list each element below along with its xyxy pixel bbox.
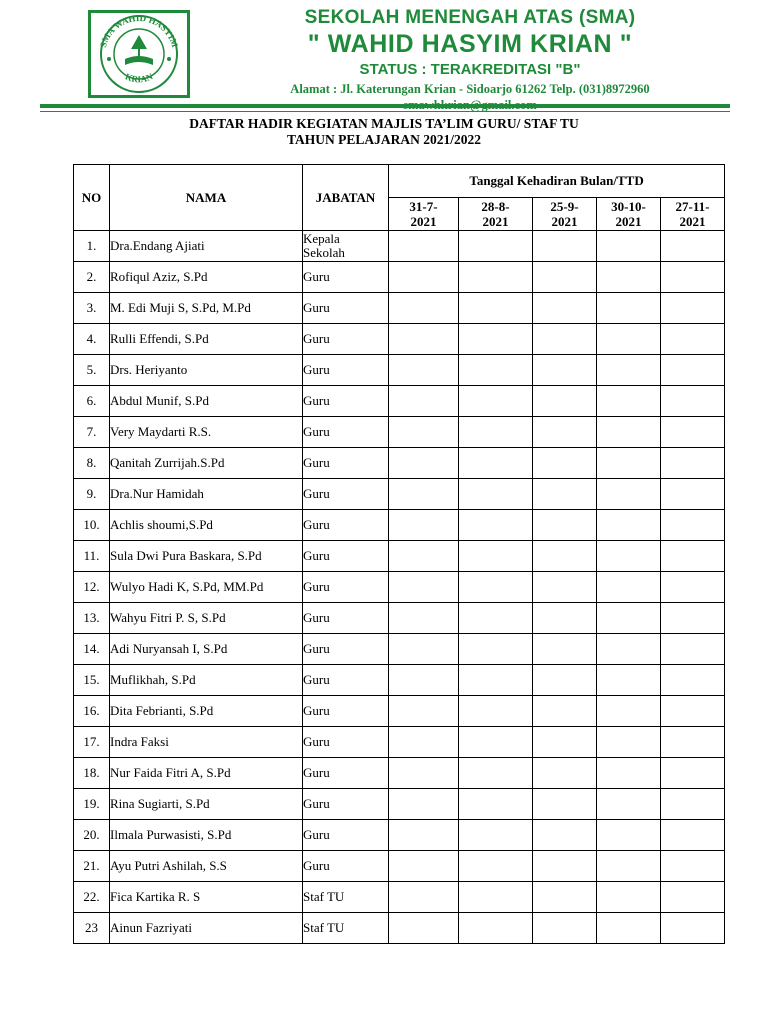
- attendance-table: [73, 164, 725, 944]
- row-number: 11.: [74, 541, 110, 572]
- row-nama: Dra.Nur Hamidah: [110, 479, 303, 510]
- row-jabatan: Guru: [303, 293, 389, 324]
- table-row: [74, 231, 725, 262]
- header-date-bottom: 2021: [679, 214, 706, 229]
- row-jabatan: Staf TU: [303, 913, 389, 944]
- table-row: [74, 572, 725, 603]
- row-number: 18.: [74, 758, 110, 789]
- attendance-signature-cell[interactable]: [533, 913, 597, 944]
- row-jabatan: Guru: [303, 789, 389, 820]
- row-number: 17.: [74, 727, 110, 758]
- attendance-signature-cell[interactable]: [459, 696, 533, 727]
- attendance-signature-cell[interactable]: [533, 448, 597, 479]
- table-row: [74, 727, 725, 758]
- attendance-signature-cell[interactable]: [389, 355, 459, 386]
- row-jabatan: Staf TU: [303, 882, 389, 913]
- title-line-1: DAFTAR HADIR KEGIATAN MAJLIS TA’LIM GURU/ STAF TU: [189, 116, 579, 131]
- table-row: [74, 851, 725, 882]
- school-address: Alamat : Jl. Katerungan Krian - Sidoarjo 61262 Telp. (031)8972960: [290, 82, 650, 96]
- header-date-5: [661, 198, 725, 231]
- attendance-signature-cell[interactable]: [597, 262, 661, 293]
- row-jabatan: Guru: [303, 572, 389, 603]
- attendance-signature-cell[interactable]: [597, 479, 661, 510]
- logo-ring-bottom-text: KRIAN: [123, 71, 155, 85]
- attendance-signature-cell[interactable]: [459, 820, 533, 851]
- header-date-top: 27-11-: [675, 199, 710, 214]
- attendance-signature-cell[interactable]: [533, 789, 597, 820]
- row-number: 20.: [74, 820, 110, 851]
- row-jabatan: Guru: [303, 758, 389, 789]
- row-number: 19.: [74, 789, 110, 820]
- row-jabatan-line: Kepala: [303, 231, 340, 246]
- table-row: [74, 665, 725, 696]
- attendance-signature-cell[interactable]: [389, 882, 459, 913]
- attendance-signature-cell[interactable]: [459, 262, 533, 293]
- attendance-signature-cell[interactable]: [533, 758, 597, 789]
- table-row: [74, 479, 725, 510]
- document-title: [0, 116, 768, 148]
- attendance-signature-cell[interactable]: [459, 541, 533, 572]
- row-jabatan: Guru: [303, 820, 389, 851]
- attendance-signature-cell[interactable]: [459, 417, 533, 448]
- logo-ring-top-text: SMA WAHID HASYIM: [97, 13, 181, 49]
- row-jabatan: Guru: [303, 479, 389, 510]
- attendance-signature-cell[interactable]: [533, 386, 597, 417]
- attendance-signature-cell[interactable]: [533, 417, 597, 448]
- table-row: [74, 820, 725, 851]
- header-date-2: [459, 198, 533, 231]
- attendance-signature-cell[interactable]: [459, 727, 533, 758]
- attendance-signature-cell[interactable]: [459, 479, 533, 510]
- attendance-signature-cell[interactable]: [533, 665, 597, 696]
- title-line-2: TAHUN PELAJARAN 2021/2022: [286, 132, 481, 147]
- table-row: [74, 355, 725, 386]
- attendance-signature-cell[interactable]: [597, 913, 661, 944]
- row-nama: Rofiqul Aziz, S.Pd: [110, 262, 303, 293]
- row-jabatan: Guru: [303, 262, 389, 293]
- row-nama: Ayu Putri Ashilah, S.S: [110, 851, 303, 882]
- row-nama: Dita Febrianti, S.Pd: [110, 696, 303, 727]
- row-number: 16.: [74, 696, 110, 727]
- attendance-signature-cell[interactable]: [533, 634, 597, 665]
- school-logo: [88, 10, 190, 98]
- table-row: [74, 913, 725, 944]
- svg-text:KRIAN: [124, 71, 155, 84]
- attendance-signature-cell[interactable]: [597, 727, 661, 758]
- attendance-signature-cell[interactable]: [533, 324, 597, 355]
- attendance-signature-cell[interactable]: [389, 851, 459, 882]
- row-nama: Very Maydarti R.S.: [110, 417, 303, 448]
- attendance-signature-cell[interactable]: [597, 851, 661, 882]
- row-number: 7.: [74, 417, 110, 448]
- attendance-signature-cell[interactable]: [459, 448, 533, 479]
- row-number: 21.: [74, 851, 110, 882]
- attendance-signature-cell[interactable]: [597, 355, 661, 386]
- attendance-signature-cell[interactable]: [597, 758, 661, 789]
- attendance-signature-cell[interactable]: [459, 665, 533, 696]
- letterhead-rule-thin: [40, 111, 730, 112]
- row-nama: Qanitah Zurrijah.S.Pd: [110, 448, 303, 479]
- row-nama: Ilmala Purwasisti, S.Pd: [110, 820, 303, 851]
- row-nama: Nur Faida Fitri A, S.Pd: [110, 758, 303, 789]
- row-number: 1.: [74, 231, 110, 262]
- attendance-signature-cell[interactable]: [389, 603, 459, 634]
- row-number: 2.: [74, 262, 110, 293]
- attendance-signature-cell[interactable]: [389, 572, 459, 603]
- attendance-signature-cell[interactable]: [597, 572, 661, 603]
- row-jabatan: Guru: [303, 510, 389, 541]
- header-date-top: 31-7-: [409, 199, 438, 214]
- attendance-signature-cell[interactable]: [389, 634, 459, 665]
- attendance-signature-cell[interactable]: [533, 572, 597, 603]
- attendance-signature-cell[interactable]: [389, 727, 459, 758]
- attendance-signature-cell[interactable]: [661, 262, 725, 293]
- attendance-signature-cell[interactable]: [597, 665, 661, 696]
- attendance-signature-cell[interactable]: [389, 293, 459, 324]
- row-number: 10.: [74, 510, 110, 541]
- table-row: [74, 324, 725, 355]
- attendance-signature-cell[interactable]: [389, 231, 459, 262]
- row-nama: Wahyu Fitri P. S, S.Pd: [110, 603, 303, 634]
- attendance-signature-cell[interactable]: [459, 603, 533, 634]
- attendance-signature-cell[interactable]: [661, 603, 725, 634]
- attendance-signature-cell[interactable]: [661, 665, 725, 696]
- attendance-signature-cell[interactable]: [661, 820, 725, 851]
- attendance-signature-cell[interactable]: [597, 541, 661, 572]
- row-number: 23: [74, 913, 110, 944]
- attendance-signature-cell[interactable]: [597, 510, 661, 541]
- header-date-bottom: 2021: [615, 214, 642, 229]
- table-row: [74, 541, 725, 572]
- table-row: [74, 386, 725, 417]
- attendance-signature-cell[interactable]: [661, 417, 725, 448]
- row-nama: Dra.Endang Ajiati: [110, 231, 303, 262]
- attendance-signature-cell[interactable]: [661, 634, 725, 665]
- attendance-signature-cell[interactable]: [661, 913, 725, 944]
- school-emblem-icon: [91, 13, 187, 95]
- row-jabatan: Guru: [303, 417, 389, 448]
- row-jabatan: Guru: [303, 541, 389, 572]
- row-jabatan: Guru: [303, 665, 389, 696]
- attendance-signature-cell[interactable]: [389, 820, 459, 851]
- header-date-bottom: 2021: [410, 214, 437, 229]
- attendance-signature-cell[interactable]: [597, 293, 661, 324]
- attendance-signature-cell[interactable]: [459, 324, 533, 355]
- attendance-signature-cell[interactable]: [597, 603, 661, 634]
- attendance-signature-cell[interactable]: [661, 882, 725, 913]
- attendance-signature-cell[interactable]: [459, 386, 533, 417]
- table-row: [74, 293, 725, 324]
- accreditation-status: STATUS : TERAKREDITASI "B": [359, 61, 581, 78]
- attendance-signature-cell[interactable]: [661, 572, 725, 603]
- row-jabatan: Guru: [303, 448, 389, 479]
- letterhead-rule-thick: [40, 104, 730, 108]
- attendance-signature-cell[interactable]: [389, 665, 459, 696]
- row-nama: Abdul Munif, S.Pd: [110, 386, 303, 417]
- row-nama: Rulli Effendi, S.Pd: [110, 324, 303, 355]
- attendance-signature-cell[interactable]: [661, 479, 725, 510]
- header-date-4: [597, 198, 661, 231]
- attendance-signature-cell[interactable]: [661, 758, 725, 789]
- attendance-signature-cell[interactable]: [533, 231, 597, 262]
- attendance-signature-cell[interactable]: [459, 231, 533, 262]
- row-jabatan: Guru: [303, 696, 389, 727]
- attendance-signature-cell[interactable]: [389, 448, 459, 479]
- attendance-signature-cell[interactable]: [533, 479, 597, 510]
- attendance-signature-cell[interactable]: [661, 541, 725, 572]
- attendance-signature-cell[interactable]: [597, 882, 661, 913]
- attendance-signature-cell[interactable]: [597, 696, 661, 727]
- attendance-signature-cell[interactable]: [597, 820, 661, 851]
- attendance-signature-cell[interactable]: [389, 696, 459, 727]
- row-jabatan: Guru: [303, 634, 389, 665]
- row-nama: M. Edi Muji S, S.Pd, M.Pd: [110, 293, 303, 324]
- attendance-signature-cell[interactable]: [389, 913, 459, 944]
- letterhead: [0, 0, 768, 116]
- row-number: 5.: [74, 355, 110, 386]
- attendance-signature-cell[interactable]: [459, 758, 533, 789]
- row-jabatan: Guru: [303, 603, 389, 634]
- header-date-top: 25-9-: [550, 199, 579, 214]
- table-row: [74, 603, 725, 634]
- row-nama: Fica Kartika R. S: [110, 882, 303, 913]
- row-number: 12.: [74, 572, 110, 603]
- row-jabatan: Guru: [303, 851, 389, 882]
- row-number: 6.: [74, 386, 110, 417]
- attendance-signature-cell[interactable]: [459, 634, 533, 665]
- header-no: NO: [74, 165, 110, 231]
- attendance-signature-cell[interactable]: [597, 386, 661, 417]
- attendance-signature-cell[interactable]: [389, 479, 459, 510]
- attendance-signature-cell[interactable]: [533, 262, 597, 293]
- attendance-signature-cell[interactable]: [661, 448, 725, 479]
- attendance-signature-cell[interactable]: [389, 510, 459, 541]
- attendance-signature-cell[interactable]: [389, 262, 459, 293]
- row-number: 8.: [74, 448, 110, 479]
- attendance-signature-cell[interactable]: [389, 417, 459, 448]
- row-jabatan: [303, 231, 389, 262]
- row-nama: Adi Nuryansah I, S.Pd: [110, 634, 303, 665]
- header-jabatan: JABATAN: [303, 165, 389, 231]
- attendance-signature-cell[interactable]: [533, 882, 597, 913]
- row-nama: Sula Dwi Pura Baskara, S.Pd: [110, 541, 303, 572]
- row-nama: Rina Sugiarti, S.Pd: [110, 789, 303, 820]
- row-number: 3.: [74, 293, 110, 324]
- header-date-top: 30-10-: [611, 199, 646, 214]
- attendance-signature-cell[interactable]: [389, 386, 459, 417]
- row-jabatan: Guru: [303, 727, 389, 758]
- header-date-bottom: 2021: [551, 214, 578, 229]
- attendance-signature-cell[interactable]: [533, 727, 597, 758]
- attendance-signature-cell[interactable]: [459, 355, 533, 386]
- table-row: [74, 789, 725, 820]
- header-date-3: [533, 198, 597, 231]
- attendance-signature-cell[interactable]: [597, 417, 661, 448]
- table-row: [74, 417, 725, 448]
- school-level: SEKOLAH MENENGAH ATAS (SMA): [304, 7, 636, 28]
- attendance-signature-cell[interactable]: [389, 324, 459, 355]
- attendance-signature-cell[interactable]: [459, 851, 533, 882]
- attendance-signature-cell[interactable]: [661, 231, 725, 262]
- attendance-signature-cell[interactable]: [389, 789, 459, 820]
- attendance-signature-cell[interactable]: [533, 293, 597, 324]
- attendance-signature-cell[interactable]: [533, 820, 597, 851]
- attendance-signature-cell[interactable]: [459, 882, 533, 913]
- attendance-signature-cell[interactable]: [533, 510, 597, 541]
- header-nama: NAMA: [110, 165, 303, 231]
- row-number: 14.: [74, 634, 110, 665]
- school-header-text: [200, 4, 740, 113]
- attendance-signature-cell[interactable]: [533, 851, 597, 882]
- table-row: [74, 882, 725, 913]
- header-date-bottom: 2021: [482, 214, 509, 229]
- header-dates-group: Tanggal Kehadiran Bulan/TTD: [389, 165, 725, 198]
- row-jabatan: Guru: [303, 355, 389, 386]
- row-nama: Indra Faksi: [110, 727, 303, 758]
- attendance-signature-cell[interactable]: [597, 324, 661, 355]
- attendance-signature-cell[interactable]: [661, 696, 725, 727]
- row-nama: Drs. Heriyanto: [110, 355, 303, 386]
- attendance-signature-cell[interactable]: [661, 324, 725, 355]
- attendance-signature-cell[interactable]: [533, 541, 597, 572]
- attendance-signature-cell[interactable]: [459, 293, 533, 324]
- attendance-signature-cell[interactable]: [661, 851, 725, 882]
- row-jabatan-line: Sekolah: [303, 245, 345, 260]
- attendance-signature-cell[interactable]: [661, 386, 725, 417]
- row-number: 9.: [74, 479, 110, 510]
- attendance-signature-cell[interactable]: [597, 634, 661, 665]
- row-number: 22.: [74, 882, 110, 913]
- attendance-signature-cell[interactable]: [459, 789, 533, 820]
- attendance-signature-cell[interactable]: [459, 913, 533, 944]
- row-nama: Wulyo Hadi K, S.Pd, MM.Pd: [110, 572, 303, 603]
- attendance-signature-cell[interactable]: [661, 727, 725, 758]
- row-jabatan: Guru: [303, 386, 389, 417]
- table-row: [74, 696, 725, 727]
- attendance-signature-cell[interactable]: [661, 355, 725, 386]
- attendance-signature-cell[interactable]: [389, 541, 459, 572]
- attendance-signature-cell[interactable]: [389, 758, 459, 789]
- attendance-signature-cell[interactable]: [661, 293, 725, 324]
- table-row: [74, 510, 725, 541]
- table-row: [74, 758, 725, 789]
- school-name: " WAHID HASYIM KRIAN ": [307, 30, 633, 58]
- header-date-1: [389, 198, 459, 231]
- attendance-signature-cell[interactable]: [459, 572, 533, 603]
- attendance-signature-cell[interactable]: [661, 510, 725, 541]
- attendance-signature-cell[interactable]: [597, 231, 661, 262]
- attendance-signature-cell[interactable]: [597, 789, 661, 820]
- attendance-signature-cell[interactable]: [533, 696, 597, 727]
- attendance-signature-cell[interactable]: [597, 448, 661, 479]
- header-date-top: 28-8-: [481, 199, 510, 214]
- table-row: [74, 448, 725, 479]
- row-nama: Muflikhah, S.Pd: [110, 665, 303, 696]
- attendance-signature-cell[interactable]: [533, 603, 597, 634]
- row-number: 15.: [74, 665, 110, 696]
- attendance-signature-cell[interactable]: [661, 789, 725, 820]
- table-row: [74, 634, 725, 665]
- attendance-signature-cell[interactable]: [533, 355, 597, 386]
- row-number: 13.: [74, 603, 110, 634]
- row-number: 4.: [74, 324, 110, 355]
- row-nama: Ainun Fazriyati: [110, 913, 303, 944]
- row-nama: Achlis shoumi,S.Pd: [110, 510, 303, 541]
- table-row: [74, 262, 725, 293]
- attendance-rows: [74, 231, 725, 944]
- row-jabatan: Guru: [303, 324, 389, 355]
- attendance-signature-cell[interactable]: [459, 510, 533, 541]
